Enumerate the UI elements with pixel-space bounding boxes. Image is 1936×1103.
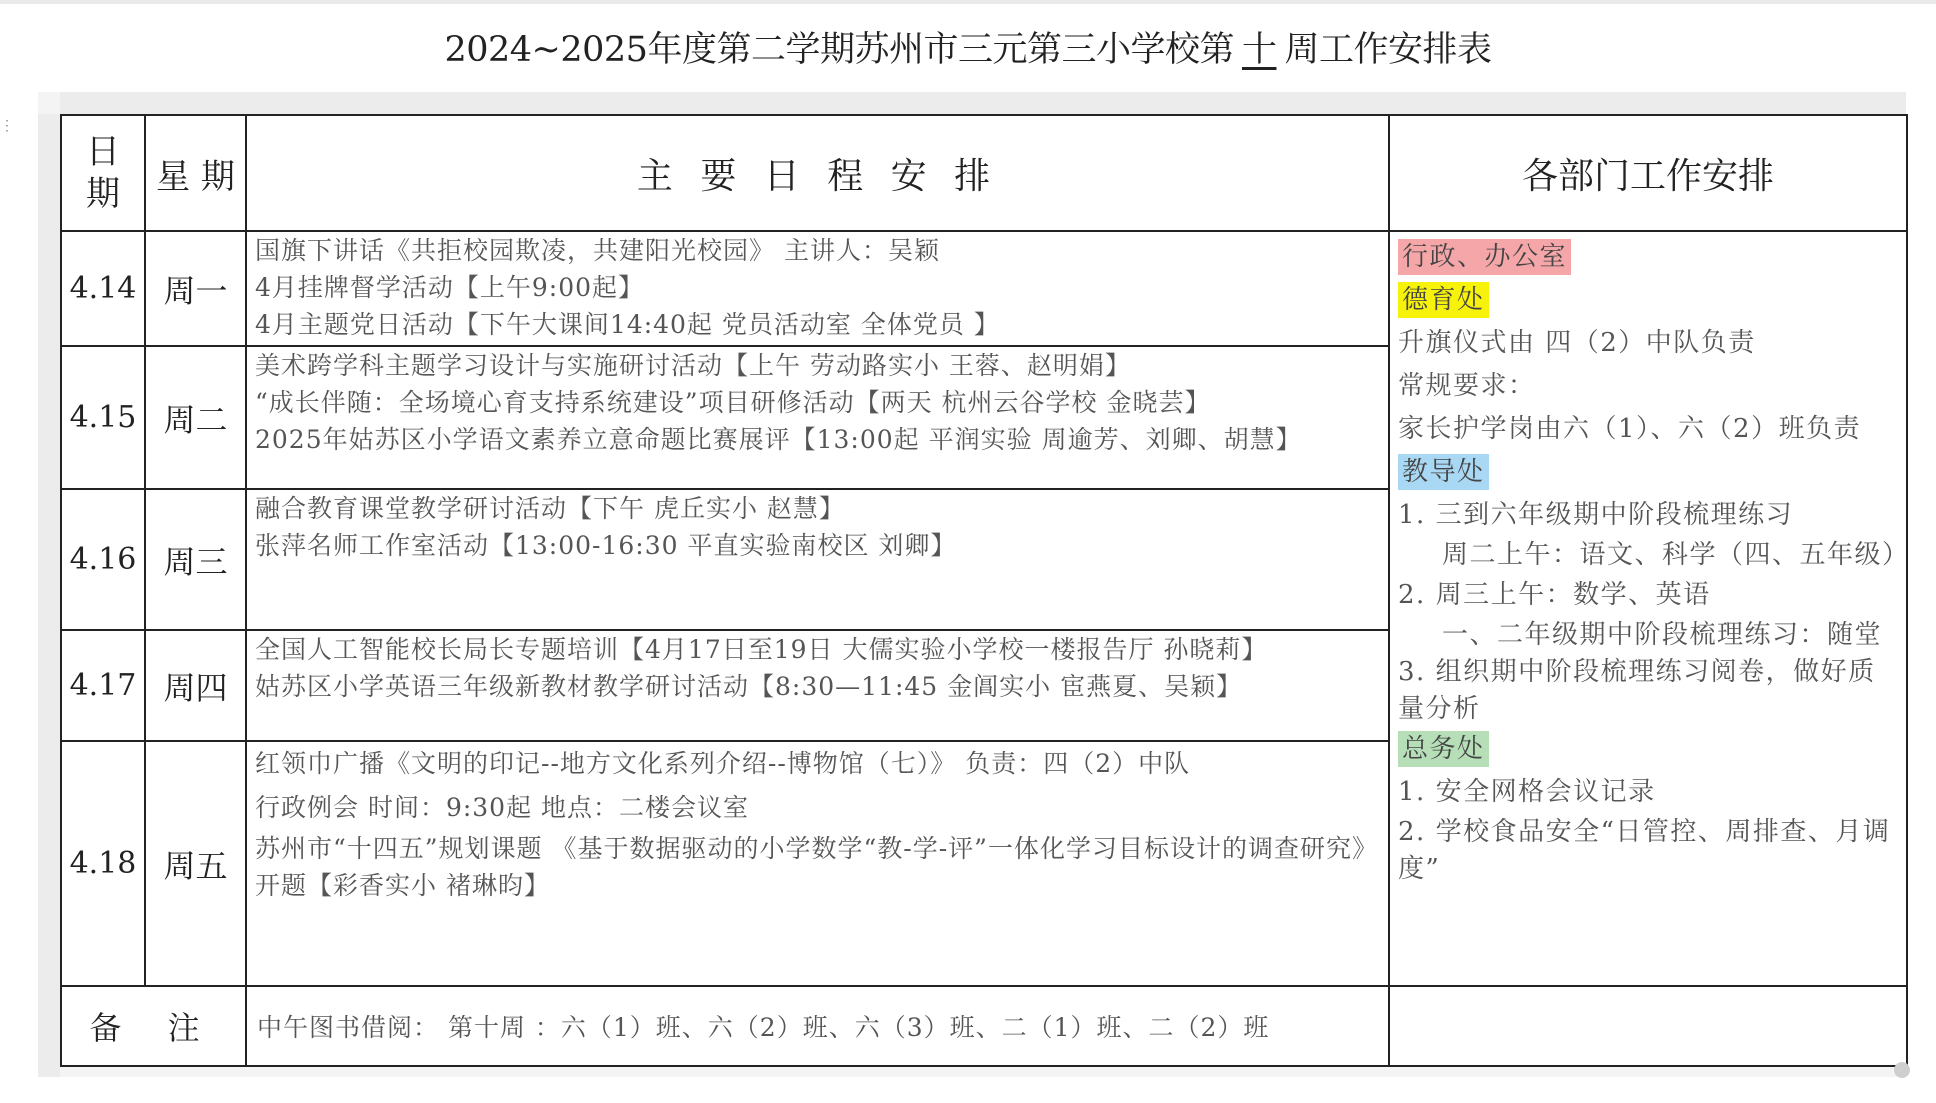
weekday-cell[interactable]: 周二 <box>145 346 246 489</box>
week-number[interactable]: 十 <box>1241 30 1277 70</box>
schedule-cell[interactable] <box>246 231 1389 346</box>
column-header-strip[interactable] <box>60 92 1906 115</box>
moral-item: 升旗仪式由 四（2）中队负责 <box>1398 328 1756 358</box>
general-item: 1. 安全网格会议记录 <box>1398 777 1656 807</box>
date-cell[interactable]: 4.16 <box>61 489 145 630</box>
weekday-cell[interactable]: 周一 <box>145 231 246 346</box>
scrollbar-thumb[interactable] <box>1894 1062 1910 1078</box>
weekday-cell[interactable]: 周四 <box>145 630 246 741</box>
header-departments: 各部门工作安排 <box>1389 115 1907 231</box>
title-prefix: 2024~2025年度第二学期苏州市三元第三小学校第 <box>444 30 1234 70</box>
row-header-strip[interactable] <box>38 114 60 1077</box>
top-divider <box>0 0 1936 4</box>
schedule-table <box>60 114 1908 1067</box>
notes-text[interactable]: 中午图书借阅： 第十周 ：六（1）班、六（2）班、六（3）班、二（1）班、二（2）班 <box>246 986 1389 1066</box>
header-row <box>61 115 1907 231</box>
teaching-item: 3. 组织期中阶段梳理练习阅卷，做好质量分析 <box>1398 657 1876 724</box>
general-item: 2. 学校食品安全“日管控、周排查、月调度” <box>1398 817 1891 884</box>
schedule-item: 融合教育课堂教学研讨活动【下午 虎丘实小 赵慧】 <box>255 494 845 523</box>
schedule-item: 4月挂牌督学活动【上午9:00起】 <box>255 273 645 302</box>
schedule-cell[interactable] <box>246 741 1389 986</box>
schedule-cell[interactable] <box>246 489 1389 630</box>
header-weekday: 星 期 <box>145 115 246 231</box>
moral-item: 常规要求： <box>1398 371 1536 401</box>
schedule-item: 2025年姑苏区小学语文素养立意命题比赛展评【13:00起 平润实验 周逾芳、刘卿、胡慧】 <box>255 425 1302 454</box>
moral-education-tag: 德育处 <box>1398 282 1489 318</box>
schedule-item: 姑苏区小学英语三年级新教材教学研讨活动【8:30—11:45 金阊实小 宦燕夏、吴颖】 <box>255 672 1243 701</box>
schedule-item: 红领巾广播《文明的印记--地方文化系列介绍--博物馆（七）》 负责：四（2）中队 <box>255 749 1191 778</box>
date-cell[interactable]: 4.15 <box>61 346 145 489</box>
schedule-cell[interactable] <box>246 346 1389 489</box>
notes-row <box>61 986 1907 1066</box>
schedule-item: 苏州市“十四五”规划课题 《基于数据驱动的小学数学“教-学-评”一体化学习目标设计的调查研究》开题【彩香实小 褚琳昀】 <box>255 834 1378 900</box>
header-schedule: 主 要 日 程 安 排 <box>246 115 1389 231</box>
schedule-cell[interactable] <box>246 630 1389 741</box>
weekday-cell[interactable]: 周三 <box>145 489 246 630</box>
department-cell[interactable] <box>1389 231 1910 986</box>
schedule-item: 全国人工智能校长局长专题培训【4月17日至19日 大儒实验小学校一楼报告厅 孙晓莉】 <box>255 635 1268 664</box>
teaching-item: 1. 三到六年级期中阶段梳理练习 <box>1398 500 1794 530</box>
notes-empty-cell[interactable] <box>1389 986 1907 1066</box>
moral-item: 家长护学岗由六（1）、六（2）班负责 <box>1398 414 1862 444</box>
schedule-item: 行政例会 时间：9:30起 地点：二楼会议室 <box>255 793 750 822</box>
title-suffix: 周工作安排表 <box>1284 30 1492 70</box>
date-cell[interactable]: 4.18 <box>61 741 145 986</box>
teaching-office-tag: 教导处 <box>1398 454 1489 490</box>
page-title <box>0 22 1936 72</box>
schedule-item: “成长伴随：全场境心育支持系统建设”项目研修活动【两天 杭州云谷学校 金晓芸】 <box>255 388 1211 417</box>
date-cell[interactable]: 4.14 <box>61 231 145 346</box>
admin-office-tag: 行政、办公室 <box>1398 239 1571 275</box>
schedule-item: 4月主题党日活动【下午大课间14:40起 党员活动室 全体党员 】 <box>255 310 1000 339</box>
weekday-cell[interactable]: 周五 <box>145 741 246 986</box>
schedule-item: 张萍名师工作室活动【13:00-16:30 平直实验南校区 刘卿】 <box>255 531 957 560</box>
teaching-item: 2. 周三上午：数学、英语 <box>1398 580 1711 610</box>
date-cell[interactable]: 4.17 <box>61 630 145 741</box>
notes-label: 备 注 <box>61 986 246 1066</box>
teaching-item: 一、二年级期中阶段梳理练习：随堂 <box>1442 620 1883 650</box>
schedule-item: 国旗下讲话《共拒校园欺凌，共建阳光校园》 主讲人：吴颖 <box>255 236 940 265</box>
drag-handle-icon[interactable]: ⋮ <box>0 118 14 134</box>
header-date: 日期 <box>61 115 145 231</box>
table-row <box>61 231 1907 346</box>
general-affairs-tag: 总务处 <box>1398 731 1489 767</box>
schedule-item: 美术跨学科主题学习设计与实施研讨活动【上午 劳动路实小 王蓉、赵明娟】 <box>255 351 1131 380</box>
teaching-item: 周二上午：语文、科学（四、五年级） <box>1442 540 1910 570</box>
